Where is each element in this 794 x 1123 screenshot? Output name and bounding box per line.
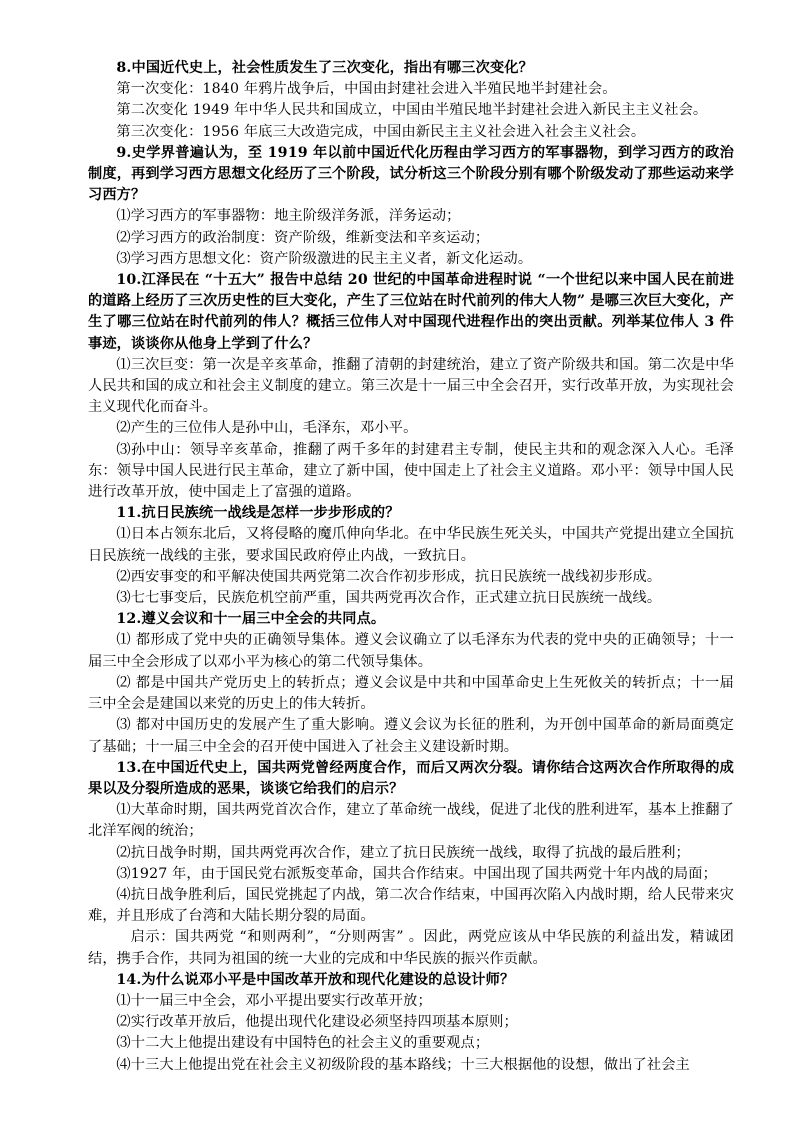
question-13-answer-1: ⑴大革命时期，国共两党首次合作，建立了革命统一战线，促进了北伐的胜利进军，基本上推翻了北洋军阀的统治；: [88, 802, 734, 840]
question-10-answer-2: ⑵产生的三位伟人是孙中山，毛泽东，邓小平。: [116, 420, 418, 437]
question-11-answer-3: ⑶七七事变后，民族危机空前严重，国共两党再次合作，正式建立抗日民族统一战线。: [116, 590, 662, 607]
question-11-answer-1: ⑴日本占领东北后，又将侵略的魔爪伸向华北。在中华民族生死关头，中国共产党提出建立全国抗日民族统一战线的主张，要求国民政府停止内战，一致抗日。: [88, 526, 734, 564]
question-13-title: 13.在中国近代史上，国共两党曾经两度合作，而后又两次分裂。请你结合这两次合作所取得的成果以及分裂所造成的恶果，谈谈它给我们的启示？: [88, 759, 734, 797]
question-8-answer-2: 第二次变化 1949 年中华人民共和国成立，中国由半殖民地半封建社会进入新民主主义社会。: [116, 102, 708, 119]
question-13-answer-3: ⑶1927 年，由于国民党右派叛变革命，国共合作结束。中国出现了国共两党十年内战的局面；: [116, 865, 717, 882]
question-8-answer-1: 第一次变化：1840 年鸦片战争后，中国由封建社会进入半殖民地半封建社会。: [116, 81, 617, 98]
question-9-answer-3: ⑶学习西方思想文化：资产阶级激进的民主主义者，新文化运动。: [116, 250, 533, 267]
question-10-title: 10.江泽民在 “十五大” 报告中总结 20 世纪的中国革命进程时说 “一个世纪以来中国人民在前进的道路上经历了三次历史性的巨大变化，产生了三位站在时代前列的伟大人物” 是哪三次巨大变化，产生了哪三位站在时代前列的伟人？概括三位伟人对中国现代进程作出的突出贡献。列举某位伟人 3 件事迹，谈谈你从他身上学到了什么？: [88, 272, 734, 352]
question-8-title: 8.中国近代史上，社会性质发生了三次变化，指出有哪三次变化？: [116, 60, 533, 76]
question-9-title: 9.史学界普遍认为，至 1919 年以前中国近代化历程由学习西方的军事器物，到学习西方的政治制度，再到学习西方思想文化经历了三个阶段，试分析这三个阶段分别有哪个阶级发动了那些运动来学习西方？: [88, 144, 734, 204]
question-13-answer-2: ⑵抗日战争时期，国共两党再次合作，建立了抗日民族统一战线，取得了抗战的最后胜利；: [116, 844, 690, 861]
question-9-answer-1: ⑴学习西方的军事器物：地主阶级洋务派，洋务运动；: [116, 208, 461, 225]
question-9-answer-2: ⑵学习西方的政治制度：资产阶级，维新变法和辛亥运动；: [116, 229, 490, 246]
question-14-answer-4: ⑷十三大上他提出党在社会主义初级阶段的基本路线；十三大根据他的设想，做出了社会主: [116, 1056, 690, 1073]
question-11-answer-2: ⑵西安事变的和平解决使国共两党第二次合作初步形成，抗日民族统一战线初步形成。: [116, 568, 662, 585]
question-10-answer-1: ⑴三次巨变：第一次是辛亥革命，推翻了清朝的封建统治，建立了资产阶级共和国。第二次是中华人民共和国的成立和社会主义制度的建立。第三次是十一届三中全会召开，实行改革开放，为实现社会主义现代化而奋斗。: [88, 356, 734, 416]
question-14-answer-3: ⑶十二大上他提出建设有中国特色的社会主义的重要观点；: [116, 1035, 490, 1052]
question-10-answer-3: ⑶孙中山：领导辛亥革命，推翻了两千多年的封建君主专制，使民主共和的观念深入人心。毛泽东：领导中国人民进行民主革命，建立了新中国，使中国走上了社会主义道路。邓小平：领导中国人民进行改革开放，使中国走上了富强的道路。: [88, 441, 734, 501]
question-14-answer-1: ⑴十一届三中全会，邓小平提出要实行改革开放；: [116, 992, 432, 1009]
question-8-answer-3: 第三次变化：1956 年底三大改造完成，中国由新民主主义社会进入社会主义社会。: [116, 123, 646, 140]
document-page: [88, 58, 734, 1076]
question-12-title: 12.遵义会议和十一届三中全会的共同点。: [116, 611, 386, 628]
question-14-answer-2: ⑵实行改革开放后，他提出现代化建设必须坚持四项基本原则；: [116, 1014, 518, 1031]
question-12-answer-2: ⑵ 都是中国共产党历史上的转折点；遵义会议是中共和中国革命史上生死攸关的转折点；十一届三中全会是建国以来党的历史上的伟大转折。: [88, 674, 734, 713]
question-13-insight: 启示：国共两党 “和则两利”，“分则两害” 。因此，两党应该从中华民族的利益出发，精诚团结，携手合作，共同为祖国的统一大业的完成和中华民族的振兴作贡献。: [88, 929, 734, 967]
question-12-answer-3: ⑶ 都对中国历史的发展产生了重大影响。遵义会议为长征的胜利，为开创中国革命的新局面奠定了基础；十一届三中全会的召开使中国进入了社会主义建设新时期。: [88, 717, 734, 755]
question-13-answer-4: ⑷抗日战争胜利后，国民党挑起了内战，第二次合作结束，中国再次陷入内战时期，给人民带来灾难，并且形成了台湾和大陆长期分裂的局面。: [88, 886, 734, 925]
question-11-title: 11.抗日民族统一战线是怎样一步步形成的？: [116, 505, 400, 522]
question-14-title: 14.为什么说邓小平是中国改革开放和现代化建设的总设计师？: [116, 971, 515, 988]
question-12-answer-1: ⑴ 都形成了党中央的正确领导集体。遵义会议确立了以毛泽东为代表的党中央的正确领导；十一届三中全会形成了以邓小平为核心的第二代领导集体。: [88, 632, 734, 670]
